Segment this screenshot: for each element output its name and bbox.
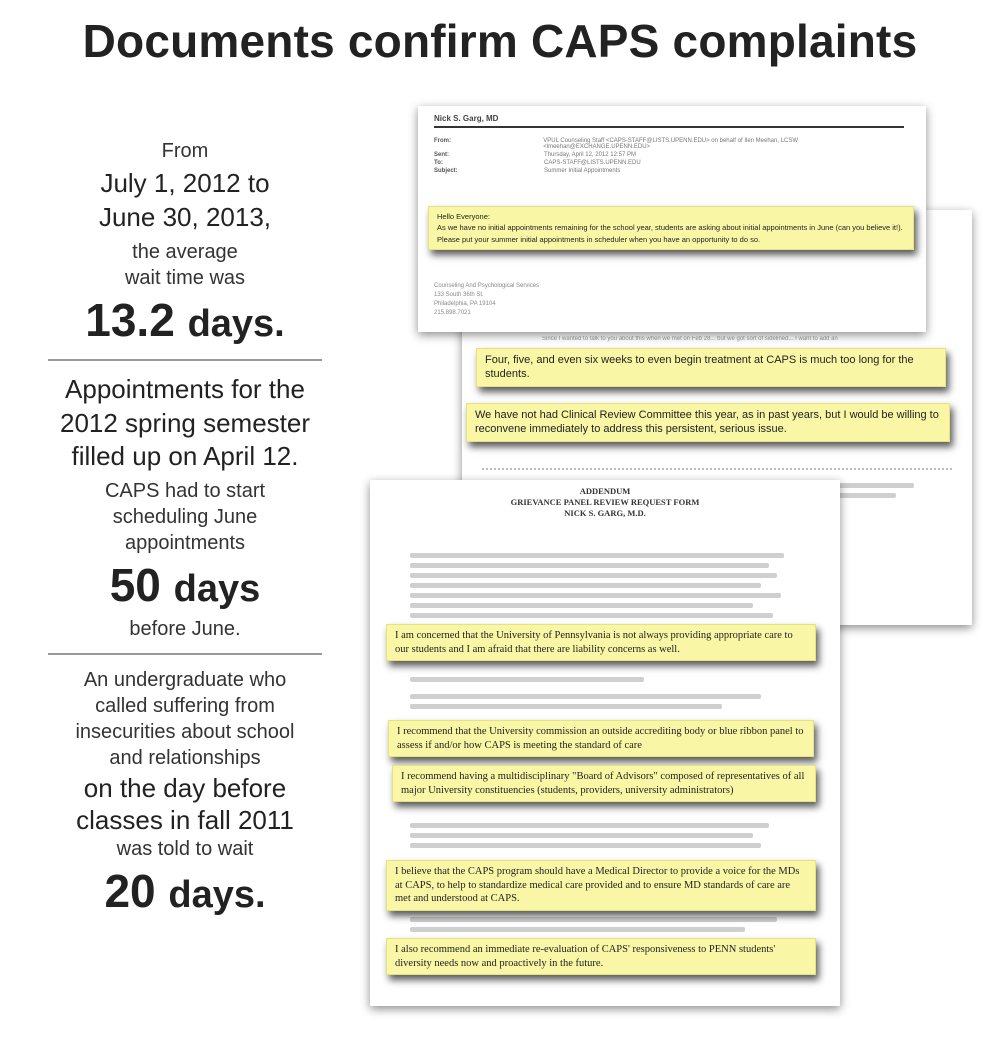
stat-text: filled up on April 12.: [71, 441, 299, 472]
stat-figure: [40, 865, 330, 918]
stat-text: An undergraduate who: [83, 669, 287, 692]
stat-text: was told to wait: [116, 838, 254, 861]
stat-text: From: [161, 140, 209, 162]
stat-unit: days.: [168, 874, 266, 917]
stat-number: 50: [109, 559, 161, 612]
stat-text: before June.: [129, 618, 241, 641]
highlighted-excerpt: I am concerned that the University of Pennsylvania is not always providing appropriate care to our students and I am afraid that there are liability concerns as well.: [386, 624, 816, 661]
email-header-row: [434, 160, 904, 166]
highlighted-excerpt: I recommend having a multidisciplinary "Board of Advisors" composed of representatives of all major University constituencies (students, providers, university administrators): [392, 765, 816, 802]
footer-line: 133 South 36th St.: [434, 292, 484, 298]
email-field-value: Thursday, April 12, 2012 12:57 PM: [544, 152, 636, 158]
email-header-row: [434, 168, 904, 174]
stat-text: and relationships: [109, 747, 261, 770]
email-header-fields: [434, 136, 904, 176]
stat-unit: days.: [187, 302, 285, 345]
stat-number: 20: [104, 865, 156, 918]
addendum-heading: [370, 486, 840, 519]
stats-column: [40, 140, 330, 918]
stat-text: CAPS had to start: [104, 480, 266, 503]
stat-text: appointments: [124, 532, 246, 555]
footer-line: Counseling And Psychological Services: [434, 283, 540, 289]
stat-text: Appointments for the: [65, 373, 305, 404]
email-header-row: [434, 152, 904, 158]
blurred-lines: [410, 548, 800, 623]
faint-text: Since I wanted to talk to you about this when we met on Feb 28... but we got sort of sidelined... I want to add an: [542, 336, 838, 342]
divider: [434, 126, 904, 128]
email-field-label: Subject:: [434, 168, 458, 174]
heading-line: GRIEVANCE PANEL REVIEW REQUEST FORM: [510, 497, 700, 508]
email-field-label: Sent:: [434, 152, 449, 158]
highlight-line: As we have no initial appointments remaining for the school year, students are asking about initial appointments in June (can you believe it!).: [437, 223, 903, 233]
highlighted-excerpt: We have not had Clinical Review Committee this year, as in past years, but I would be willing to reconvene immediately to address this persistent, serious issue.: [466, 403, 950, 442]
highlighted-excerpt: I recommend that the University commission an outside accrediting body or blue ribbon panel to assess if and/or how CAPS is meeting the standard of care: [388, 720, 814, 757]
email-field-label: From:: [434, 138, 451, 144]
stat-text: June 30, 2013,: [98, 201, 272, 232]
stat-text: July 1, 2012 to: [100, 168, 270, 198]
stat-text: the average: [132, 240, 238, 263]
stat-text: on the day before: [83, 773, 287, 804]
stat-text: 2012 spring semester: [59, 407, 311, 438]
footer-line: Philadelphia, PA 19104: [434, 301, 496, 307]
email-field-value: Summer Initial Appointments: [544, 168, 621, 174]
stat-unit: days: [173, 568, 261, 611]
highlighted-excerpt: [428, 206, 914, 250]
stat-text: called suffering from: [95, 695, 275, 718]
stat-text: classes in fall 2011: [76, 805, 294, 836]
email-footer: [434, 282, 539, 318]
stat-text: scheduling June: [112, 506, 258, 529]
blurred-lines: [410, 912, 800, 937]
page-title: Documents confirm CAPS complaints: [82, 15, 918, 67]
stat-block-wait-time: [40, 140, 330, 347]
stat-number: 13.2: [85, 293, 175, 346]
email-header-row: [434, 138, 904, 150]
email-field-label: To:: [434, 160, 443, 166]
stat-block-undergraduate: [40, 669, 330, 918]
highlight-line: Hello Everyone:: [437, 212, 490, 221]
highlighted-excerpt: Four, five, and even six weeks to even begin treatment at CAPS is much too long for the students.: [476, 348, 946, 387]
email-field-value: VPUL Counseling Staff <CAPS-STAFF@LISTS.UPENN.EDU> on behalf of Ilen Meehan, LCSW <lmeehan@EXCHANGE.UPENN.EDU>: [543, 138, 799, 150]
highlighted-excerpt: I believe that the CAPS program should have a Medical Director to provide a voice for the MDs at CAPS, to help to standardize medical care provided and to ensure MD standards of care are met and understood at CAPS.: [386, 860, 816, 911]
footer-line: 215.898.7021: [434, 310, 471, 316]
stat-figure: [40, 559, 330, 612]
email-sender: Nick S. Garg, MD: [434, 114, 499, 123]
blurred-lines: [410, 672, 800, 714]
heading-line: NICK S. GARG, M.D.: [564, 508, 646, 519]
stat-text: insecurities about school: [75, 721, 295, 744]
heading-line: ADDENDUM: [579, 486, 631, 496]
divider: [48, 653, 322, 655]
email-field-value: CAPS-STAFF@LISTS.UPENN.EDU: [544, 160, 641, 166]
blurred-lines: [410, 818, 800, 853]
stat-block-appointments: [40, 375, 330, 642]
highlighted-excerpt: I also recommend an immediate re-evaluation of CAPS' responsiveness to PENN students' diversity needs now and proactively in the future.: [386, 938, 816, 975]
highlight-line: Please put your summer initial appointments in scheduler when you have an opportunity to do so.: [437, 234, 761, 244]
stat-figure: [40, 294, 330, 347]
stat-text: wait time was: [124, 266, 246, 289]
divider: [482, 468, 952, 470]
divider: [48, 359, 322, 361]
